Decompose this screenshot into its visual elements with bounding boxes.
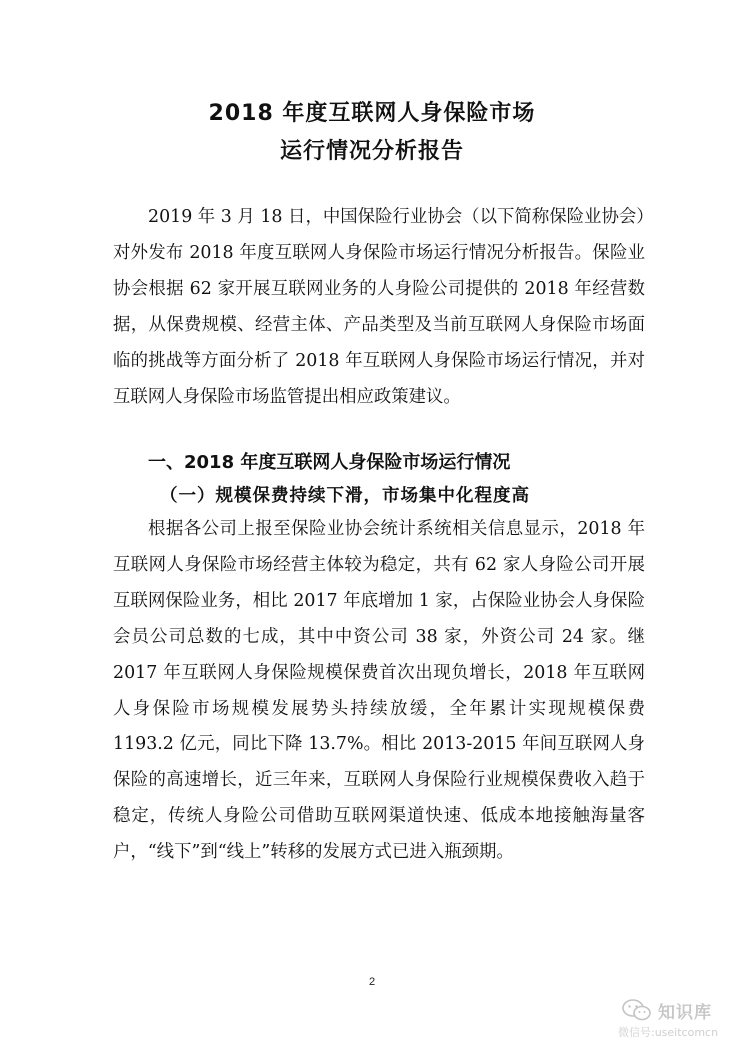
document-title-line-1: 2018 年度互联网人身保险市场 bbox=[208, 101, 536, 126]
watermark bbox=[618, 996, 736, 1042]
watermark-name: 知识库 bbox=[658, 1003, 712, 1023]
section-heading: 一、2018 年度互联网人身保险市场运行情况 bbox=[148, 452, 511, 473]
page-number: 2 bbox=[368, 976, 376, 988]
body-paragraph: 根据各公司上报至保险业协会统计系统相关信息显示，2018 年互联网人身保险市场经营主体较为稳定，共有 62 家人身险公司开展互联网保险业务，相比 2017 年底增加 1 家，占保险业协会人身保险会员公司总数的七成，其中中资公司 38 家，外资公司 24 家。继 2017 年互联网人身保险规模保费首次出现负增长，2018 年互联网人身保险市场规模发展势头持续放缓，全年累计实现规模保费 1193.2 亿元，同比下降 13.7%。相比 2013-2015 年间互联网人身保险的高速增长，近三年来，互联网人身保险行业规模保费收入趋于稳定，传统人身险公司借助互联网渠道快速、低成本地接触海量客户，“线下”到“线上”转移的发展方式已进入瓶颈期。 bbox=[113, 519, 645, 863]
wechat-icon bbox=[622, 998, 652, 1022]
document-title-line-2: 运行情况分析报告 bbox=[279, 139, 464, 164]
intro-paragraph: 2019 年 3 月 18 日，中国保险行业协会（以下简称保险业协会）对外发布 2018 年度互联网人身保险市场运行情况分析报告。保险业协会根据 62 家开展互联网业务的人身险公司提供的 2018 年经营数据，从保费规模、经营主体、产品类型及当前互联网人身保险市场面临的挑战等方面分析了 2018 年互联网人身保险市场运行情况，并对互联网人身保险市场监管提出相应政策建议。 bbox=[113, 207, 645, 407]
watermark-account: 微信号:useitcomcn bbox=[618, 1026, 719, 1039]
subsection-heading: （一）规模保费持续下滑，市场集中化程度高 bbox=[160, 486, 530, 506]
